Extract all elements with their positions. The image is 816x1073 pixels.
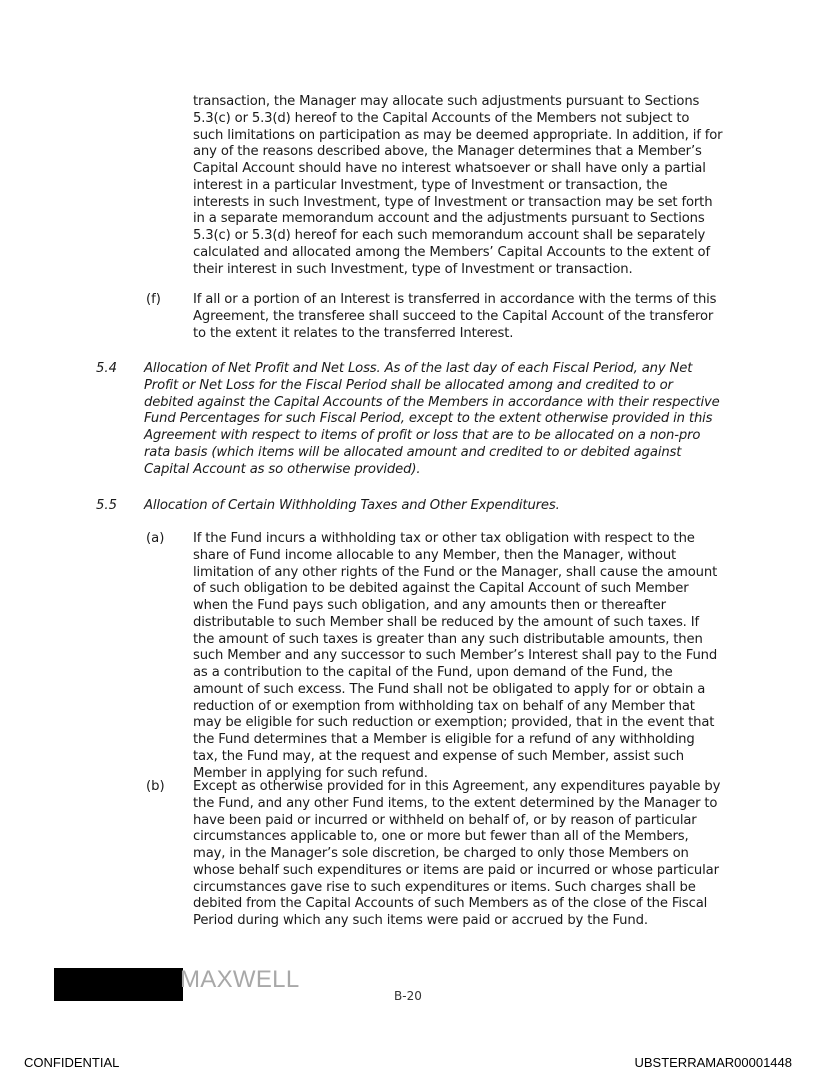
page-number: B-20	[394, 989, 422, 1003]
redaction-box	[54, 968, 183, 1001]
section-5-4-text: Allocation of Net Profit and Net Loss. As of the last day of each Fiscal Period, any Net Profit or Net Loss for the Fiscal Period shall be allocated among and credited to or debited against the Capital Accounts of the Members in accordance with their respective Fund Percentages for such Fiscal Period, except to the extent otherwise provided in this Agreement with respect to items of profit or loss that are to be allocated on a non-pro rata basis (which items will be allocated amount and credited to or debited against Capital Account as so otherwise provided).	[144, 361, 720, 477]
item-f-label: (f)	[146, 292, 161, 307]
confidential-label: CONFIDENTIAL	[24, 1055, 120, 1070]
bates-number: UBSTERRAMAR00001448	[634, 1055, 792, 1070]
watermark-text: MAXWELL	[180, 966, 300, 993]
section-5-5-number: 5.5	[96, 498, 117, 513]
section-5-4-number: 5.4	[96, 361, 117, 376]
item-a-text: If the Fund incurs a withholding tax or other tax obligation with respect to the share of Fund income allocable to any Member, then the Manager, without limitation of any other rights of the Fund or the Manager, shall cause the amount of such obligation to be debited against the Capital Account of such Member when the Fund pays such obligation, and any amounts then or thereafter distributable to such Member shall be reduced by the amount of such taxes. If the amount of such taxes is greater than any such distributable amounts, then such Member and any successor to such Member’s Interest shall pay to the Fund as a contribution to the capital of the Fund, upon demand of the Fund, the amount of such excess. The Fund shall not be obligated to apply for or obtain a reduction of or exemption from withholding tax on behalf of any Member that may be eligible for such reduction or exemption; provided, that in the event that the Fund determines that a Member is eligible for a refund of any withholding tax, the Fund may, at the request and expense of such Member, assist such Member in applying for such refund.	[193, 531, 718, 781]
item-b-label: (b)	[146, 779, 165, 794]
item-b-text: Except as otherwise provided for in this Agreement, any expenditures payable by the Fund, and any other Fund items, to the extent determined by the Manager to have been paid or incurred or withheld on behalf of, or by reason of particular circumstances applicable to, one or more but fewer than all of the Members, may, in the Manager’s sole discretion, be charged to only those Members on whose behalf such expenditures or items are paid or incurred or whose particular circumstances gave rise to such expenditures or items. Such charges shall be debited from the Capital Accounts of such Members as of the close of the Fiscal Period during which any such items were paid or accrued by the Fund.	[193, 779, 721, 928]
item-f-text: If all or a portion of an Interest is transferred in accordance with the terms of this Agreement, the transferee shall succeed to the Capital Account of the transferor to the extent it relates to the transferred Interest.	[193, 292, 717, 341]
continuation-paragraph: transaction, the Manager may allocate such adjustments pursuant to Sections 5.3(c) or 5.3(d) hereof to the Capital Accounts of the Members not subject to such limitations on participation as may be deemed appropriate. In addition, if for any of the reasons described above, the Manager determines that a Member’s Capital Account should have no interest whatsoever or shall have only a partial interest in a particular Investment, type of Investment or transaction, the interests in such Investment, type of Investment or transaction may be set forth in a separate memorandum account and the adjustments pursuant to Sections 5.3(c) or 5.3(d) hereof for each such memorandum account shall be separately calculated and allocated among the Members’ Capital Accounts to the extent of their interest in such Investment, type of Investment or transaction.	[193, 94, 723, 277]
section-5-5-title: Allocation of Certain Withholding Taxes and Other Expenditures.	[144, 498, 560, 513]
item-a-label: (a)	[146, 531, 165, 546]
